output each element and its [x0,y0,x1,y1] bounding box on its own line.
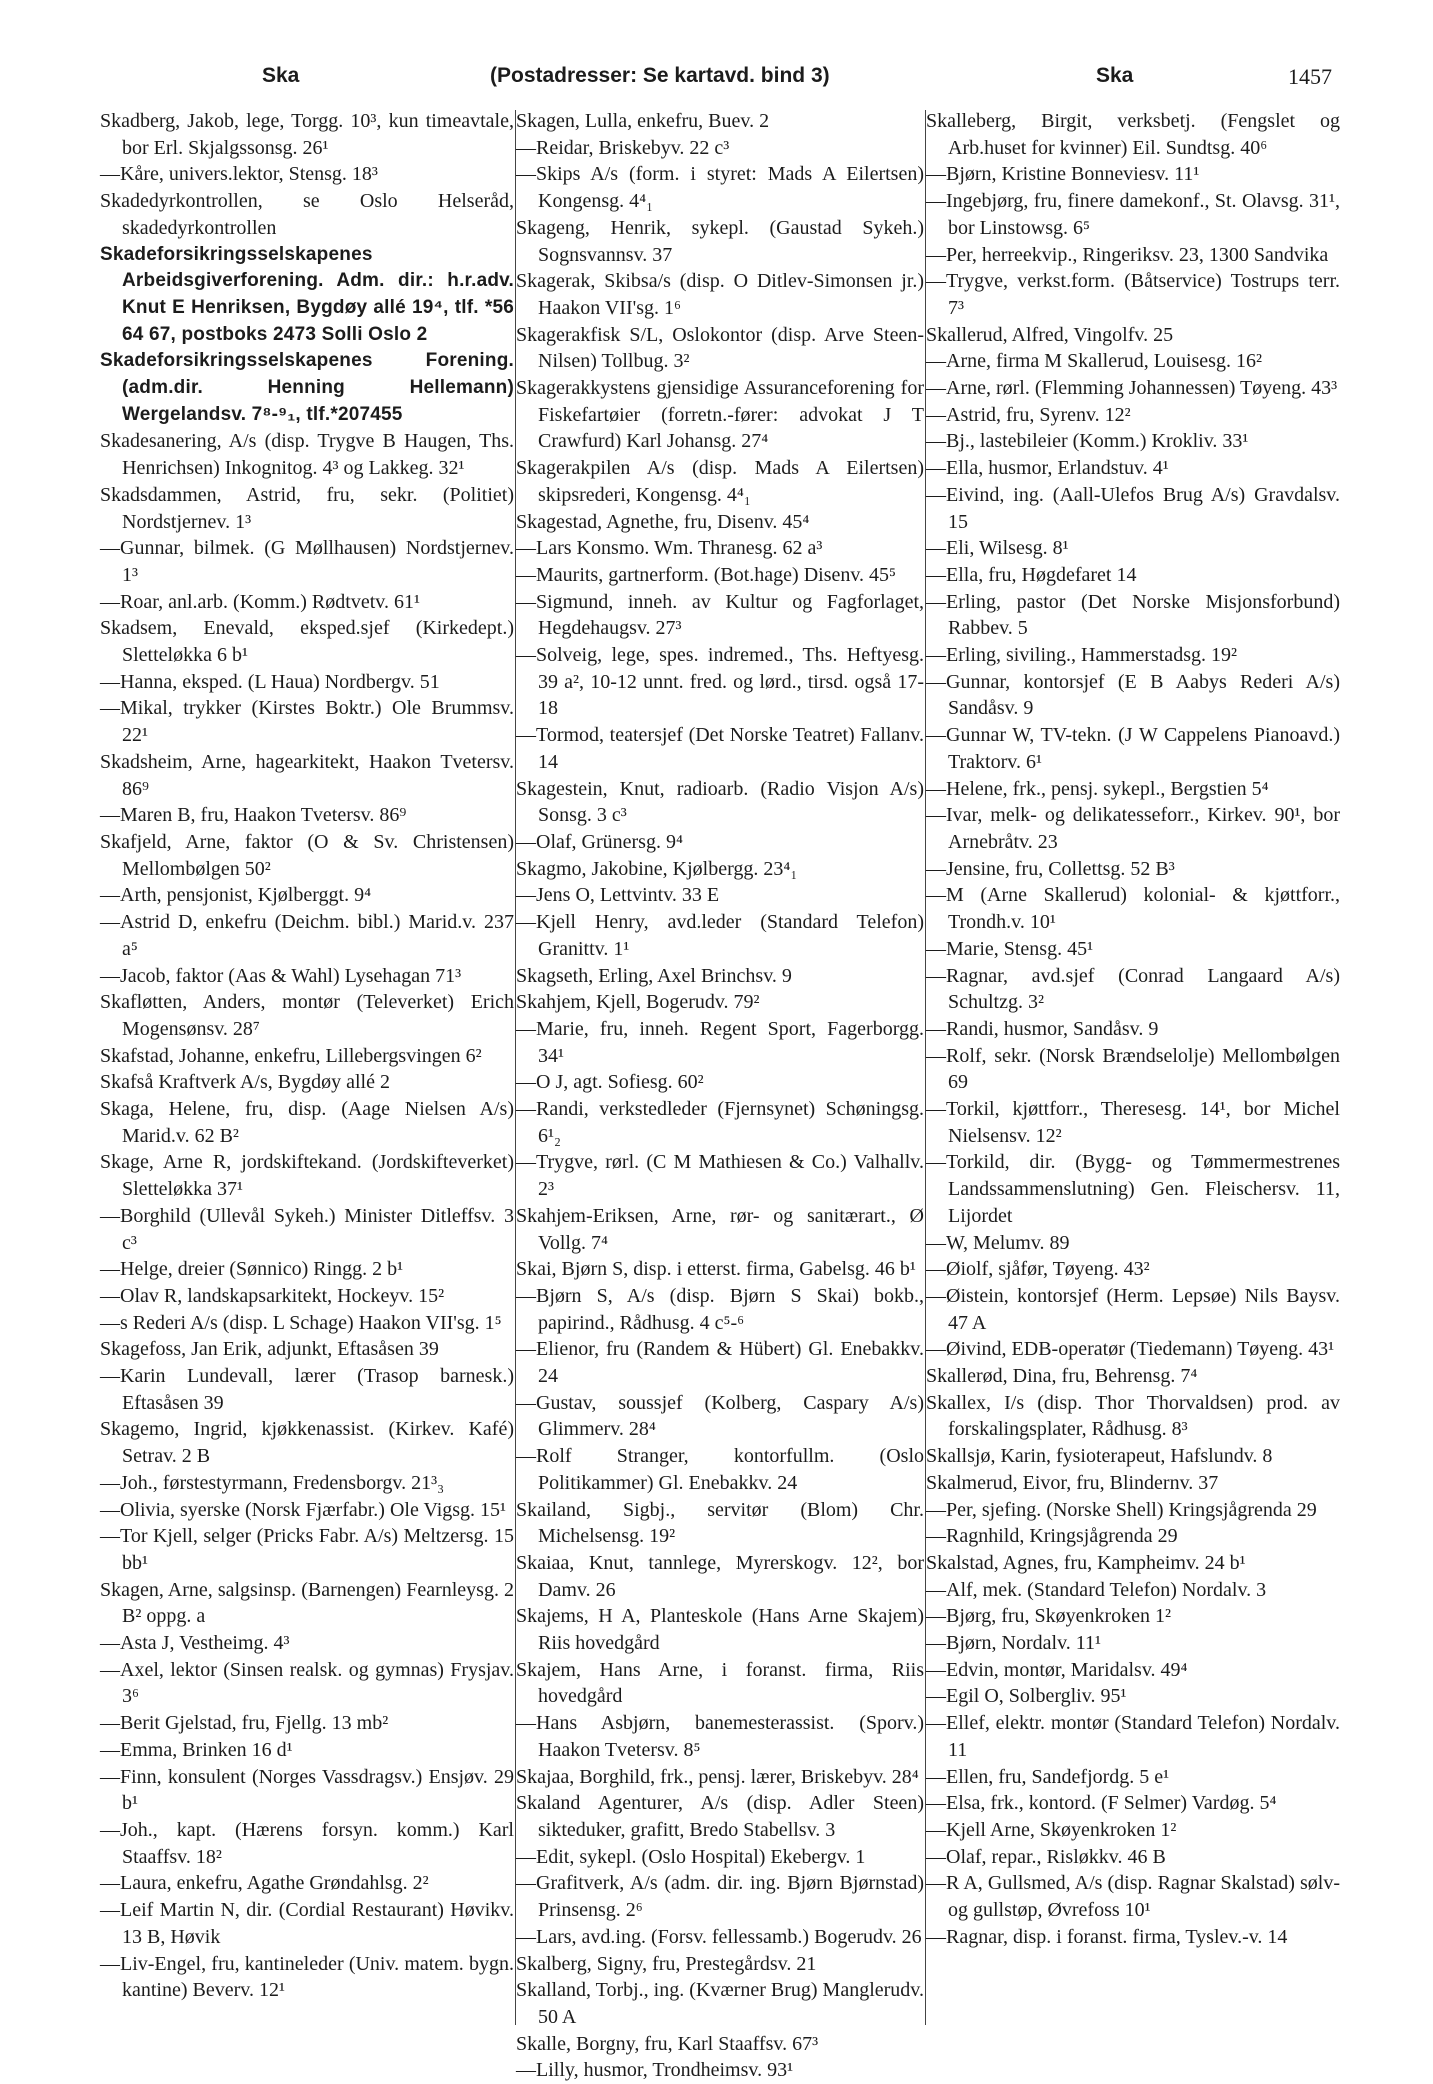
directory-entry: —Ellef, elektr. montør (Standard Telefon) Nordalv. 11 [926,1712,1340,1761]
directory-entry: —Roar, anl.arb. (Komm.) Rødtvetv. 61¹ [100,590,420,613]
directory-entry: Skadeforsikringsselskapenes Forening. (adm.dir. Henning Hellemann) Wergelandsv. 7⁸-⁹₁, tlf.*207455 [100,350,514,425]
directory-entry: —Leif Martin N, dir. (Cordial Restaurant) Høvikv. 13 B, Høvik [100,1899,514,1948]
directory-entry: —Axel, lektor (Sinsen realsk. og gymnas) Frysjav. 3⁶ [100,1658,514,1708]
directory-entry: —Olaf, repar., Risløkkv. 46 B [926,1845,1166,1868]
directory-entry: Skagemo, Ingrid, kjøkkenassist. (Kirkev. Kafé) Setrav. 2 B [100,1418,514,1468]
directory-entry: Skallex, I/s (disp. Thor Thorvaldsen) prod. av forskalingsplater, Rådhusg. 8³ [926,1391,1340,1441]
directory-entry: —Joh., kapt. (Hærens forsyn. komm.) Karl Staaffsv. 18² [100,1819,514,1868]
directory-entry: —Alf, mek. (Standard Telefon) Nordalv. 3 [926,1578,1267,1601]
directory-entry: —Per, sjefing. (Norske Shell) Kringsjågrenda 29 [926,1498,1317,1521]
directory-entry: —M (Arne Skallerud) kolonial- & kjøttforr., Trondh.v. 10¹ [926,884,1340,934]
header-left-keyword: Ska [262,64,300,87]
directory-entry: —Tormod, teatersjef (Det Norske Teatret) Fallanv. 14 [516,724,924,773]
directory-entry: Skallerud, Alfred, Vingolfv. 25 [926,323,1174,346]
directory-entry: —Ragnar, avd.sjef (Conrad Langaard A/s) Schultzg. 3² [926,964,1340,1014]
directory-entry: Skafså Kraftverk A/s, Bygdøy allé 2 [100,1071,390,1094]
directory-entry: —Ingebjørg, fru, finere damekonf., St. Olavsg. 31¹, bor Linstowsg. 6⁵ [926,190,1340,239]
directory-entry: —Skips A/s (form. i styret: Mads A Eilertsen) Kongensg. 4⁴₁ [516,163,924,213]
directory-entry: —Kjell Arne, Skøyenkroken 1² [926,1819,1177,1841]
directory-entry: Skafjeld, Arne, faktor (O & Sv. Christensen) Mellombølgen 50² [100,830,514,880]
directory-entry: —Ivar, melk- og delikatesseforr., Kirkev. 90¹, bor Arnebråtv. 23 [926,804,1340,853]
directory-entry: —Tor Kjell, selger (Pricks Fabr. A/s) Meltzersg. 15 bb¹ [100,1525,514,1574]
directory-entry: —Gustav, soussjef (Kolberg, Caspary A/s) Glimmerv. 28⁴ [516,1391,924,1441]
directory-entry: —Reidar, Briskebyv. 22 c³ [516,136,730,159]
directory-entry: —R A, Gullsmed, A/s (disp. Ragnar Skalstad) sølv- og gullstøp, Øvrefoss 10¹ [926,1872,1340,1922]
directory-entry: —Berit Gjelstad, fru, Fjellg. 13 mb² [100,1712,389,1735]
directory-entry: —Erling, pastor (Det Norske Misjonsforbund) Rabbev. 5 [926,590,1340,640]
directory-entry: Skajems, H A, Planteskole (Hans Arne Skajem) Riis hovedgård [516,1605,924,1655]
directory-entry: Skagerakkystens gjensidige Assuranceforening for Fiskefartøier (forretn.-fører: advokat J T Crawfurd) Karl Johansg. 27⁴ [516,377,924,453]
directory-entry: —Øivind, EDB-operatør (Tiedemann) Tøyeng. 43¹ [926,1338,1335,1361]
directory-entry: —Trygve, verkst.form. (Båtservice) Tostrups terr. 7³ [926,270,1340,319]
directory-entry: Skagestad, Agnethe, fru, Disenv. 45⁴ [516,510,810,533]
directory-entry: Skadedyrkontrollen, se Oslo Helseråd, skadedyrkontrollen [100,190,514,239]
directory-entry: Skadberg, Jakob, lege, Torgg. 10³, kun timeavtale, bor Erl. Skjalgssonsg. 26¹ [100,110,514,159]
directory-entry: —Laura, enkefru, Agathe Grøndahlsg. 2² [100,1872,429,1895]
directory-entry: —Rolf, sekr. (Norsk Brændselolje) Mellombølgen 69 [926,1044,1340,1094]
directory-entry: —Elsa, frk., kontord. (F Selmer) Vardøg. 5⁴ [926,1792,1277,1815]
directory-entry: —Astrid D, enkefru (Deichm. bibl.) Marid.v. 237 a⁵ [100,911,514,960]
directory-entry: —Maren B, fru, Haakon Tvetersv. 86⁹ [100,804,407,827]
directory-entry: —W, Melumv. 89 [926,1231,1070,1254]
directory-entry: Skagerakpilen A/s (disp. Mads A Eilertsen) skipsrederi, Kongensg. 4⁴₁ [516,457,924,506]
directory-entry: Skai, Bjørn S, disp. i etterst. firma, Gabelsg. 46 b¹ [516,1258,916,1281]
directory-entry: Skalstad, Agnes, fru, Kampheimv. 24 b¹ [926,1551,1246,1574]
directory-entry: —Ragnhild, Kringsjågrenda 29 [926,1525,1178,1548]
page-number: 1457 [1288,64,1332,89]
directory-entry: —Eli, Wilsesg. 8¹ [926,537,1069,560]
directory-entry: —Emma, Brinken 16 d¹ [100,1738,293,1761]
directory-entry: —Olaf, Grünersg. 9⁴ [516,830,683,853]
directory-entry: —Sigmund, inneh. av Kultur og Fagforlaget, Hegdehaugsv. 27³ [516,590,924,640]
directory-entry: Skahjem, Kjell, Bogerudv. 79² [516,991,760,1014]
directory-entry: —Øistein, kontorsjef (Herm. Lepsøe) Nils Baysv. 47 A [926,1284,1340,1334]
directory-entry: —Astrid, fru, Syrenv. 12² [926,403,1131,426]
directory-entry: Skadsdammen, Astrid, fru, sekr. (Politiet) Nordstjernev. 1³ [100,483,514,533]
directory-entry: Skagefoss, Jan Erik, adjunkt, Eftasåsen 39 [100,1338,439,1361]
directory-entry: —Erling, siviling., Hammerstadsg. 19² [926,644,1237,667]
directory-entry: —Bjørg, fru, Skøyenkroken 1² [926,1605,1172,1628]
directory-entry: —Gunnar, kontorsjef (E B Aabys Rederi A/s) Sandåsv. 9 [926,670,1340,720]
directory-entry: Skagseth, Erling, Axel Brinchsv. 9 [516,964,792,987]
directory-column-1 [100,108,514,2004]
directory-entry: Skage, Arne R, jordskiftekand. (Jordskifteverket) Sletteløkka 37¹ [100,1151,514,1201]
directory-entry: Skagen, Arne, salgsinsp. (Barnengen) Fearnleysg. 2 B² oppg. a [100,1578,514,1628]
directory-entry: Skagmo, Jakobine, Kjølbergg. 23⁴₁ [516,857,798,880]
directory-entry: —Helge, dreier (Sønnico) Ringg. 2 b¹ [100,1258,404,1281]
header-postal-note: (Postadresser: Se kartavd. bind 3) [490,64,830,87]
directory-entry: —Maurits, gartnerform. (Bot.hage) Disenv. 45⁵ [516,563,897,586]
directory-entry: —Ellen, fru, Sandefjordg. 5 e¹ [926,1765,1170,1788]
directory-entry: —Torkil, kjøttforr., Theresesg. 14¹, bor Michel Nielsensv. 12² [926,1098,1340,1147]
directory-entry: Skailand, Sigbj., servitør (Blom) Chr. Michelsensg. 19² [516,1498,924,1548]
directory-entry: Skaiaa, Knut, tannlege, Myrerskogv. 12², bor Damv. 26 [516,1551,924,1601]
directory-entry: —Gunnar, bilmek. (G Møllhausen) Nordstjernev. 1³ [100,537,514,586]
directory-entry: —Torkild, dir. (Bygg- og Tømmermestrenes Landssammenslutning) Gen. Fleischersv. 11, Lijordet [926,1151,1340,1227]
directory-entry: —Kjell Henry, avd.leder (Standard Telefon) Granittv. 1¹ [516,911,924,960]
directory-entry: —Asta J, Vestheimg. 4³ [100,1632,290,1655]
directory-entry: —Rolf Stranger, kontorfullm. (Oslo Politikammer) Gl. Enebakkv. 24 [516,1445,924,1494]
directory-entry: —Jens O, Lettvintv. 33 E [516,884,720,907]
directory-entry: —Karin Lundevall, lærer (Trasop barnesk.) Eftasåsen 39 [100,1365,514,1414]
directory-entry: Skalleberg, Birgit, verksbetj. (Fengslet og Arb.huset for kvinner) Eil. Sundtsg. 40⁶ [926,110,1340,159]
directory-entry: —Arne, rørl. (Flemming Johannessen) Tøyeng. 43³ [926,377,1338,400]
directory-entry: —Trygve, rørl. (C M Mathiesen & Co.) Valhallv. 2³ [516,1151,924,1201]
directory-entry: —Arth, pensjonist, Kjølberggt. 9⁴ [100,884,372,907]
directory-entry: —Hans Asbjørn, banemesterassist. (Sporv.) Haakon Tvetersv. 8⁵ [516,1712,924,1761]
directory-entry: —Edvin, montør, Maridalsv. 49⁴ [926,1658,1188,1681]
directory-entry: —Mikal, trykker (Kirstes Boktr.) Ole Brummsv. 22¹ [100,697,514,747]
directory-column-3 [926,108,1340,1951]
directory-entry: —Egil O, Solbergliv. 95¹ [926,1685,1127,1708]
directory-entry: —Solveig, lege, spes. indremed., Ths. Heftyesg. 39 a², 10-12 unnt. fred. og lørd., tirsd. også 17-18 [516,644,924,720]
page-header [100,64,1340,98]
directory-entry: —Olav R, landskapsarkitekt, Hockeyv. 15² [100,1284,445,1307]
directory-entry: Skallerød, Dina, fru, Behrensg. 7⁴ [926,1365,1198,1388]
directory-entry: —Edit, sykepl. (Oslo Hospital) Ekebergv. 1 [516,1845,866,1868]
directory-entry: —Marie, fru, inneh. Regent Sport, Fagerborgg. 34¹ [516,1017,924,1067]
directory-entry: Skalland, Torbj., ing. (Kværner Brug) Manglerudv. 50 A [516,1979,924,2028]
directory-entry: —Ella, fru, Høgdefaret 14 [926,563,1137,586]
directory-entry: —Gunnar W, TV-tekn. (J W Cappelens Pianoavd.) Traktorv. 6¹ [926,724,1340,773]
directory-entry: —Lilly, husmor, Trondheimsv. 93¹ [516,2059,794,2082]
directory-entry: Skaga, Helene, fru, disp. (Aage Nielsen A/s) Marid.v. 62 B² [100,1098,514,1147]
directory-entry: Skadsheim, Arne, hagearkitekt, Haakon Tvetersv. 86⁹ [100,750,514,800]
directory-entry: Skadsem, Enevald, eksped.sjef (Kirkedept.) Sletteløkka 6 b¹ [100,617,514,667]
directory-entry: —Bjørn, Kristine Bonneviesv. 11¹ [926,163,1200,186]
directory-entry: —Øiolf, sjåfør, Tøyeng. 43² [926,1258,1150,1281]
directory-entry: —Borghild (Ullevål Sykeh.) Minister Ditleffsv. 3 c³ [100,1204,514,1254]
directory-entry: Skafstad, Johanne, enkefru, Lillebergsvingen 6² [100,1044,482,1067]
directory-entry: —Jacob, faktor (Aas & Wahl) Lysehagan 71³ [100,964,462,987]
directory-entry: Skalberg, Signy, fru, Prestegårdsv. 21 [516,1952,817,1975]
directory-entry: —Per, herreekvip., Ringeriksv. 23, 1300 Sandvika [926,243,1329,266]
directory-entry: —Bjørn S, A/s (disp. Bjørn S Skai) bokb., papirind., Rådhusg. 4 c⁵-⁶ [516,1284,924,1334]
directory-entry: —Bjørn, Nordalv. 11¹ [926,1632,1102,1655]
directory-entry: Skajaa, Borghild, frk., pensj. lærer, Briskebyv. 28⁴ [516,1765,919,1788]
directory-entry: —Ragnar, disp. i foranst. firma, Tyslev.-v. 14 [926,1925,1288,1948]
directory-entry: —Lars Konsmo. Wm. Thranesg. 62 a³ [516,537,823,560]
directory-entry: —Ella, husmor, Erlandstuv. 4¹ [926,457,1169,480]
directory-entry: —Marie, Stensg. 45¹ [926,937,1094,960]
directory-entry: —Olivia, syerske (Norsk Fjærfabr.) Ole Vigsg. 15¹ [100,1498,507,1521]
directory-entry: —Arne, firma M Skallerud, Louisesg. 16² [926,350,1262,373]
directory-entry: Skafløtten, Anders, montør (Televerket) Erich Mogensønsv. 28⁷ [100,991,514,1040]
directory-entry: —s Rederi A/s (disp. L Schage) Haakon VII'sg. 1⁵ [100,1311,502,1334]
directory-entry: —Bj., lastebileier (Komm.) Krokliv. 33¹ [926,430,1249,453]
directory-entry: Skajem, Hans Arne, i foranst. firma, Riis hovedgård [516,1658,924,1708]
directory-entry: —Eivind, ing. (Aall-Ulefos Brug A/s) Gravdalsv. 15 [926,483,1340,533]
directory-entry: —Joh., førstestyrmann, Fredensborgv. 21³₃ [100,1471,445,1494]
directory-column-2 [516,108,924,2084]
directory-entry: Skagerakfisk S/L, Oslokontor (disp. Arve Steen-Nilsen) Tollbug. 3² [516,323,924,373]
directory-entry: Skadesanering, A/s (disp. Trygve B Haugen, Ths. Henrichsen) Inkognitog. 4³ og Lakkeg. 32¹ [100,430,514,480]
directory-entry: Skageng, Henrik, sykepl. (Gaustad Sykeh.) Sognsvannsv. 37 [516,216,924,266]
directory-entry: —Hanna, eksped. (L Haua) Nordbergv. 51 [100,670,440,693]
directory-entry: —Finn, konsulent (Norges Vassdragsv.) Ensjøv. 29 b¹ [100,1765,514,1815]
directory-entry: —Elienor, fru (Randem & Hübert) Gl. Enebakkv. 24 [516,1338,924,1388]
directory-entry: Skalle, Borgny, fru, Karl Staaffsv. 67³ [516,2032,819,2055]
directory-entry: Skadeforsikringsselskapenes Arbeidsgiverforening. Adm. dir.: h.r.adv. Knut E Henriksen, Bygdøy allé 19⁴, tlf. *56 64 67, postboks 2473 Solli Oslo 2 [100,243,514,345]
directory-entry: —Helene, frk., pensj. sykepl., Bergstien 5⁴ [926,777,1269,800]
directory-entry: —Randi, husmor, Sandåsv. 9 [926,1017,1159,1040]
directory-entry: Skagen, Lulla, enkefru, Buev. 2 [516,110,770,132]
directory-entry: —Grafitverk, A/s (adm. dir. ing. Bjørn Bjørnstad) Prinsensg. 2⁶ [516,1872,924,1922]
directory-entry: —O J, agt. Sofiesg. 60² [516,1071,704,1094]
directory-entry: Skahjem-Eriksen, Arne, rør- og sanitærart., Ø Vollg. 7⁴ [516,1204,924,1254]
directory-entry: —Jensine, fru, Collettsg. 52 B³ [926,857,1175,880]
directory-entry: Skagestein, Knut, radioarb. (Radio Visjon A/s) Sonsg. 3 c³ [516,777,924,827]
directory-entry: —Liv-Engel, fru, kantineleder (Univ. matem. bygn. kantine) Beverv. 12¹ [100,1952,514,2002]
directory-entry: Skallsjø, Karin, fysioterapeut, Hafslundv. 8 [926,1445,1273,1468]
directory-entry: —Lars, avd.ing. (Forsv. fellessamb.) Bogerudv. 26 [516,1925,922,1948]
directory-entry: Skalmerud, Eivor, fru, Blindernv. 37 [926,1471,1219,1494]
directory-entry: Skaland Agenturer, A/s (disp. Adler Steen) sikteduker, grafitt, Bredo Stabellsv. 3 [516,1792,924,1841]
directory-entry: Skagerak, Skibsa/s (disp. O Ditlev-Simonsen jr.) Haakon VII'sg. 1⁶ [516,270,924,319]
header-right-keyword: Ska [1096,64,1134,87]
directory-entry: —Kåre, univers.lektor, Stensg. 18³ [100,163,378,186]
directory-entry: —Randi, verkstedleder (Fjernsynet) Schøningsg. 6¹₂ [516,1098,924,1147]
